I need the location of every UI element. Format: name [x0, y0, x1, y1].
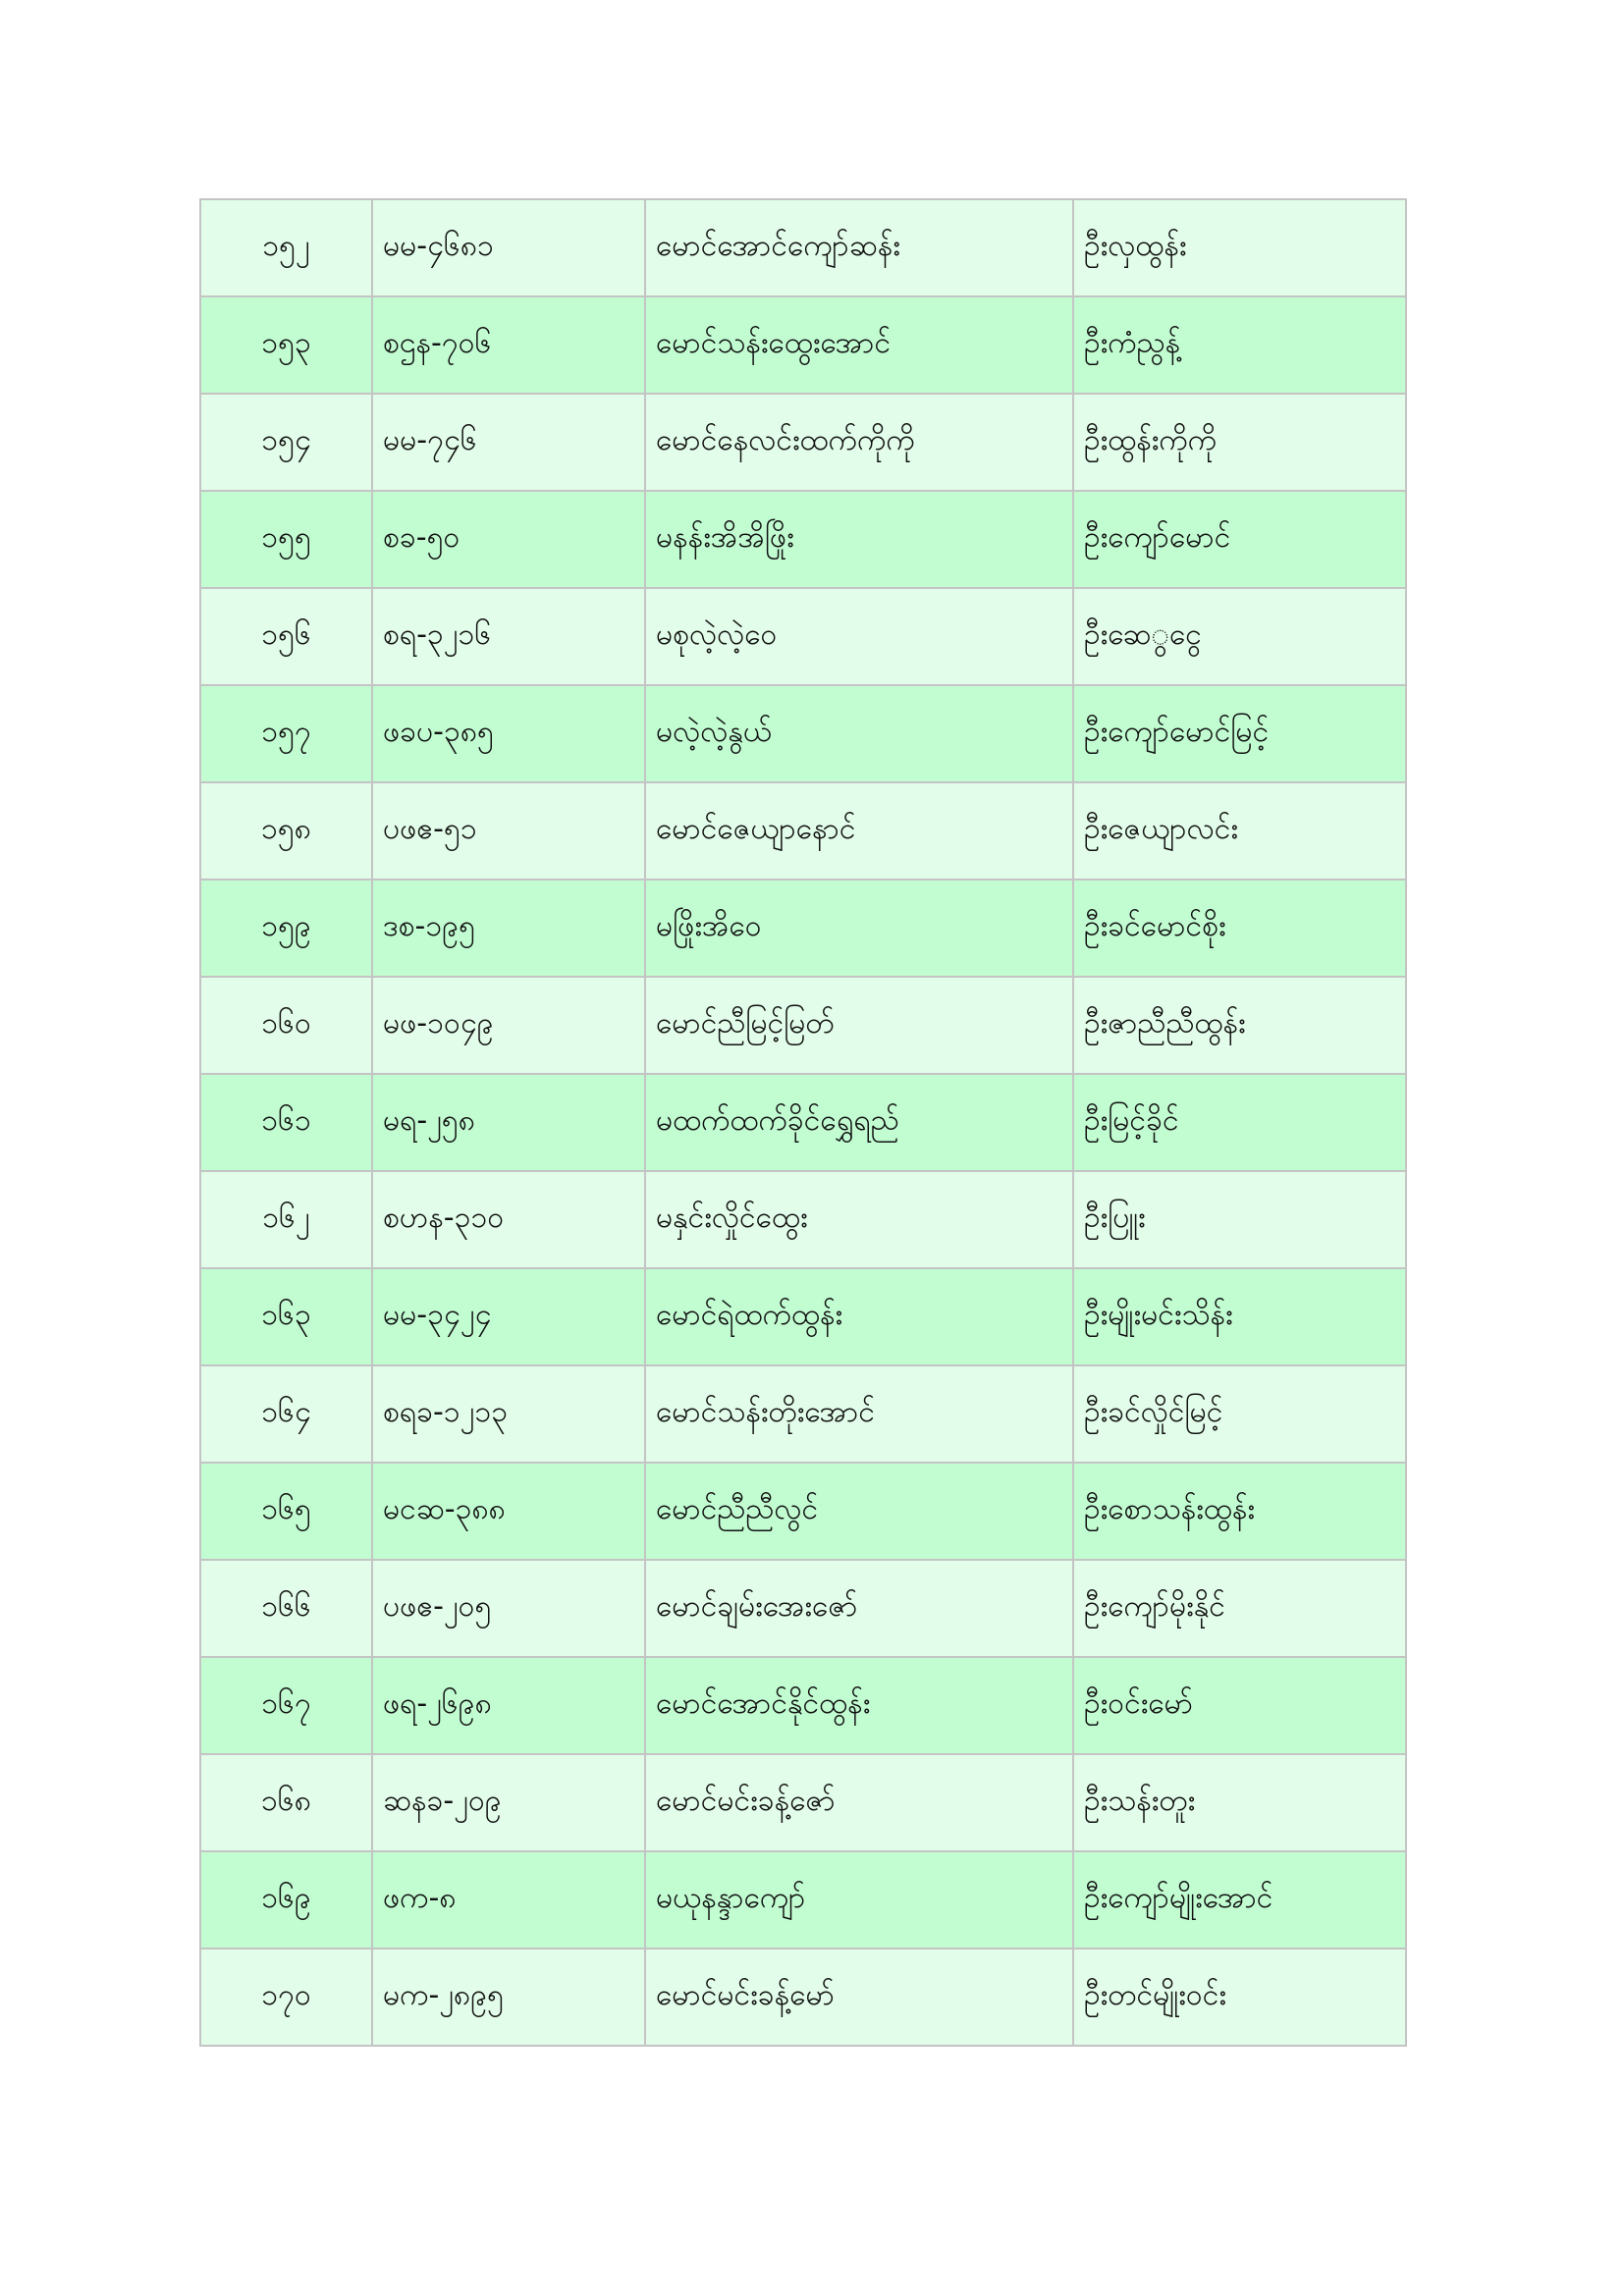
registration-id-cell: စရခ-၁၂၁၃: [372, 1365, 645, 1463]
student-name-cell: မနှင်းလှိုင်ထွေး: [645, 1171, 1073, 1268]
row-number-cell: ၁၅၅: [200, 491, 372, 588]
row-number-cell: ၁၇၀: [200, 1949, 372, 2046]
row-number-cell: ၁၅၆: [200, 588, 372, 685]
row-number-cell: ၁၆၀: [200, 977, 372, 1074]
student-name-cell: မနန်းအိအိဖြိုး: [645, 491, 1073, 588]
registration-id-cell: မရ-၂၅၈: [372, 1074, 645, 1171]
student-name-cell: မောင်နေလင်းထက်ကိုကို: [645, 394, 1073, 491]
table-row: [200, 296, 1406, 394]
father-name-cell: ဦးလှထွန်း: [1073, 199, 1406, 296]
student-list-table: [199, 198, 1407, 2047]
registration-id-cell: မမ-၇၄၆: [372, 394, 645, 491]
student-name-cell: မောင်ညီညီလွင်: [645, 1463, 1073, 1560]
registration-id-cell: မက-၂၈၉၅: [372, 1949, 645, 2046]
father-name-cell: ဦးကျော်မောင်: [1073, 491, 1406, 588]
registration-id-cell: ဖရ-၂၆၉၈: [372, 1657, 645, 1754]
student-name-cell: မောင်ချမ်းအေးဇော်: [645, 1560, 1073, 1657]
father-name-cell: ဦးဇာညီညီထွန်း: [1073, 977, 1406, 1074]
student-name-cell: မလဲ့လဲ့နွယ်: [645, 685, 1073, 782]
registration-id-cell: ဆနခ-၂၀၉: [372, 1754, 645, 1851]
table-row: [200, 1074, 1406, 1171]
registration-id-cell: စရ-၃၂၁၆: [372, 588, 645, 685]
father-name-cell: ဦးဆေွငွေ: [1073, 588, 1406, 685]
registration-id-cell: မမ-၃၄၂၄: [372, 1268, 645, 1365]
table-row: [200, 1754, 1406, 1851]
father-name-cell: ဦးထွန်းကိုကို: [1073, 394, 1406, 491]
registration-id-cell: မငဆ-၃၈၈: [372, 1463, 645, 1560]
student-name-cell: မထက်ထက်ခိုင်ရွှေရည်: [645, 1074, 1073, 1171]
student-name-cell: မောင်ဇေယျာနောင်: [645, 782, 1073, 880]
father-name-cell: ဦးဇေယျာလင်း: [1073, 782, 1406, 880]
table-row: [200, 1560, 1406, 1657]
row-number-cell: ၁၆၈: [200, 1754, 372, 1851]
row-number-cell: ၁၆၆: [200, 1560, 372, 1657]
registration-id-cell: ပဖဧ-၅၁: [372, 782, 645, 880]
table-row: [200, 782, 1406, 880]
student-name-cell: မယုနန္ဒာကျော်: [645, 1851, 1073, 1949]
registration-id-cell: ဖခပ-၃၈၅: [372, 685, 645, 782]
registration-id-cell: ပဖဧ-၂၀၅: [372, 1560, 645, 1657]
father-name-cell: ဦးခင်လှိုင်မြင့်: [1073, 1365, 1406, 1463]
table-row: [200, 1268, 1406, 1365]
father-name-cell: ဦးဝင်းမော်: [1073, 1657, 1406, 1754]
student-name-cell: မောင်အောင်ကျော်ဆန်း: [645, 199, 1073, 296]
table-body: [200, 199, 1406, 2046]
table-row: [200, 394, 1406, 491]
row-number-cell: ၁၆၇: [200, 1657, 372, 1754]
father-name-cell: ဦးကျော်မိုးနိုင်: [1073, 1560, 1406, 1657]
table-row: [200, 685, 1406, 782]
registration-id-cell: စခ-၅၀: [372, 491, 645, 588]
father-name-cell: ဦးစောသန်းထွန်း: [1073, 1463, 1406, 1560]
student-name-cell: မောင်သန်းတိုးအောင်: [645, 1365, 1073, 1463]
father-name-cell: ဦးပြူး: [1073, 1171, 1406, 1268]
row-number-cell: ၁၅၇: [200, 685, 372, 782]
row-number-cell: ၁၅၃: [200, 296, 372, 394]
father-name-cell: ဦးခင်မောင်စိုး: [1073, 880, 1406, 977]
row-number-cell: ၁၅၈: [200, 782, 372, 880]
table-row: [200, 1657, 1406, 1754]
registration-id-cell: မဖ-၁၀၄၉: [372, 977, 645, 1074]
row-number-cell: ၁၅၄: [200, 394, 372, 491]
student-name-cell: မောင်ညီမြင့်မြတ်: [645, 977, 1073, 1074]
table-row: [200, 491, 1406, 588]
student-name-cell: မောင်ရဲထက်ထွန်း: [645, 1268, 1073, 1365]
table-row: [200, 199, 1406, 296]
father-name-cell: ဦးကျော်မျိုးအောင်: [1073, 1851, 1406, 1949]
father-name-cell: ဦးကံညွန့်: [1073, 296, 1406, 394]
student-name-cell: မဖြိုးအိဝေ: [645, 880, 1073, 977]
row-number-cell: ၁၅၉: [200, 880, 372, 977]
row-number-cell: ၁၆၅: [200, 1463, 372, 1560]
table-row: [200, 1851, 1406, 1949]
father-name-cell: ဦးကျော်မောင်မြင့်: [1073, 685, 1406, 782]
registration-id-cell: စဌန-၇၀၆: [372, 296, 645, 394]
registration-id-cell: မမ-၄၆၈၁: [372, 199, 645, 296]
row-number-cell: ၁၆၄: [200, 1365, 372, 1463]
father-name-cell: ဦးမျိုးမင်းသိန်း: [1073, 1268, 1406, 1365]
registration-id-cell: ဖက-၈: [372, 1851, 645, 1949]
table-row: [200, 977, 1406, 1074]
father-name-cell: ဦးမြင့်ခိုင်: [1073, 1074, 1406, 1171]
student-name-cell: မစုလဲ့လဲ့ဝေ: [645, 588, 1073, 685]
row-number-cell: ၁၅၂: [200, 199, 372, 296]
table-row: [200, 1949, 1406, 2046]
table-row: [200, 1463, 1406, 1560]
table-row: [200, 588, 1406, 685]
row-number-cell: ၁၆၁: [200, 1074, 372, 1171]
row-number-cell: ၁၆၉: [200, 1851, 372, 1949]
table-row: [200, 880, 1406, 977]
registration-id-cell: စဟန-၃၁၀: [372, 1171, 645, 1268]
father-name-cell: ဦးတင်မျိုးဝင်း: [1073, 1949, 1406, 2046]
student-name-cell: မောင်မင်းခန့်ဇော်: [645, 1754, 1073, 1851]
student-name-cell: မောင်မင်းခန့်မော်: [645, 1949, 1073, 2046]
father-name-cell: ဦးသန်းတူး: [1073, 1754, 1406, 1851]
student-name-cell: မောင်သန်းထွေးအောင်: [645, 296, 1073, 394]
student-name-cell: မောင်အောင်နိုင်ထွန်း: [645, 1657, 1073, 1754]
table-row: [200, 1365, 1406, 1463]
table-row: [200, 1171, 1406, 1268]
registration-id-cell: ဒစ-၁၉၅: [372, 880, 645, 977]
row-number-cell: ၁၆၃: [200, 1268, 372, 1365]
row-number-cell: ၁၆၂: [200, 1171, 372, 1268]
